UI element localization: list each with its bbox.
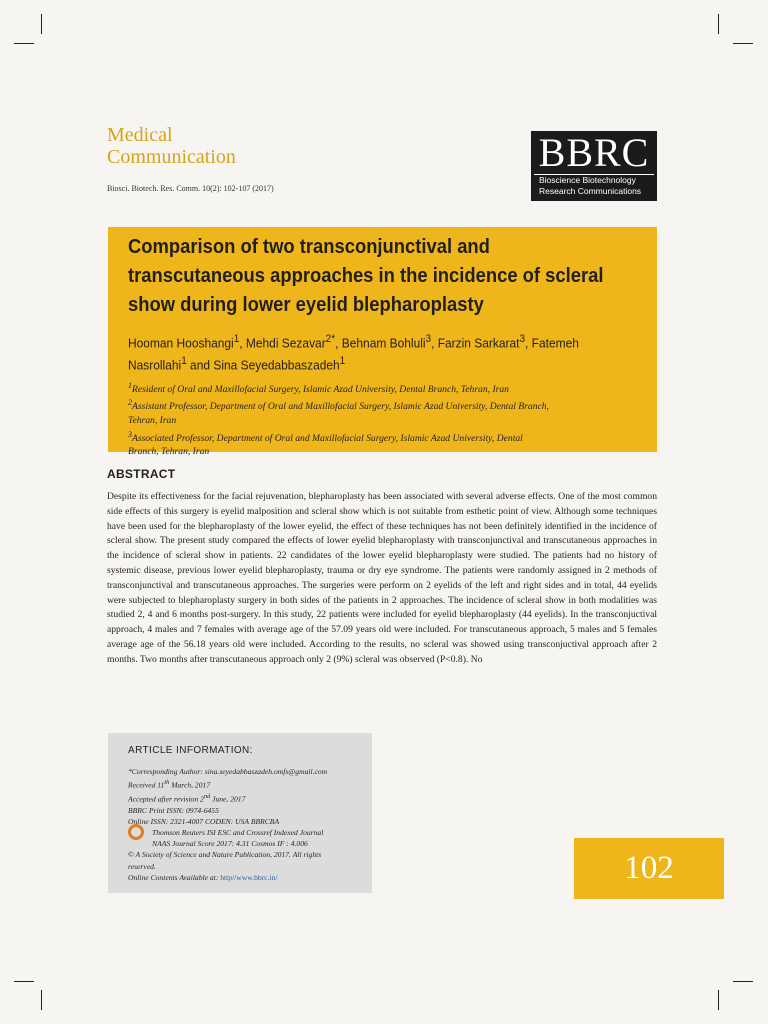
author-sup: 1 — [339, 355, 346, 368]
article-title — [128, 233, 643, 320]
crossref-ring-icon — [128, 824, 144, 840]
crop-mark — [733, 981, 753, 982]
section-label-line2: Communication — [107, 146, 236, 168]
author-sup: 1 — [181, 355, 187, 368]
affiliation-3 — [128, 428, 645, 459]
author-name: Nasrollahi — [128, 357, 182, 373]
author-name: and Sina Seyedabbaszadeh — [186, 357, 340, 373]
author-name: , Mehdi Sezavar — [239, 335, 326, 351]
indexed-statement: Thomson Reuters ISI ESC and Crossref Indexed Journal — [152, 828, 324, 838]
logo-acronym: BBRC — [538, 130, 650, 175]
title-line3: show during lower eyelid blepharoplasty — [128, 294, 484, 316]
crop-mark — [14, 981, 34, 982]
article-information-box — [108, 733, 372, 893]
affiliation-2 — [128, 396, 645, 427]
affiliation-text: Resident of Oral and Maxillofacial Surgery, Islamic Azad University, Dental Branch, Tehran, Iran — [132, 383, 509, 395]
journal-url-link[interactable]: http//www.bbrc.in/ — [220, 872, 278, 882]
author-name: , Farzin Sarkarat — [431, 335, 520, 351]
online-contents — [128, 872, 362, 883]
copyright-line1: © A Society of Science and Nature Publication, 2017. All rights — [128, 850, 322, 860]
received-sup: th — [164, 779, 170, 787]
bbrc-logo — [531, 131, 657, 201]
author-sup: 1 — [233, 333, 240, 345]
author-list — [128, 330, 643, 375]
author-sup: 3 — [519, 333, 526, 345]
online-contents-label: Online Contents Available at: — [128, 872, 221, 882]
affiliation-sup: 1 — [128, 380, 132, 390]
received-date — [128, 777, 362, 791]
print-issn: BBRC Print ISSN: 0974-6455 — [128, 805, 219, 815]
affiliation-1 — [128, 379, 645, 397]
crop-mark — [733, 43, 753, 44]
accepted-date — [128, 791, 362, 805]
author-name: , Fatemeh — [525, 335, 579, 351]
page-number: 102 — [574, 838, 724, 899]
affiliation-text: Assistant Professor, Department of Oral and Maxillofacial Surgery, Islamic Azad University, Dental Branch, — [132, 401, 549, 413]
affiliation-text: Branch, Tehran, Iran — [128, 446, 210, 458]
crop-mark — [718, 14, 719, 34]
author-name: , Behnam Bohluli — [335, 335, 426, 351]
accepted-text: June, 2017 — [210, 794, 246, 804]
copyright-line2: reserved. — [128, 861, 156, 871]
affiliation-sup: 3 — [128, 429, 132, 439]
logo-line2: Research Communications — [539, 186, 642, 196]
affiliation-sup: 2 — [128, 398, 132, 408]
author-sup: 3 — [425, 333, 432, 345]
online-issn: Online ISSN: 2321-4007 CODEN: USA BBRCBA — [128, 816, 280, 826]
affiliations — [128, 379, 645, 459]
abstract-text: Despite its effectiveness for the facial rejuvenation, blepharoplasty has been associated with several adverse effects. One of the most common side effects of this surgery is eyelid malposition and scleral show which is not suitable from esthetic point of view. Although some techniques have been used for the blepharoplasty of the lower eyelid, the effect of these techniques has not been definitely identified in the incidence of scleral show. The present study compared the effects of lower eyelid blepharoplasty with transconjunctival and transcutaneous approaches in the incidence of scleral show in patients. 22 candidates of the lower eyelid blepharoplasty were studied. The patients had no history of systemic disease, previous lower eyelid blepharoplasty, trauma or dry eye syndrome. The patients were randomly assigned in 2 methods of transconjunctival and transcutaneous approaches. The surgeries were perform on 2 eyelids of the left and right sides and in total, 44 eyelids were subjected to blepharoplasty surgery in both sides of the patients in 2 approaches. The incidence of scleral show in both modalities was studied 2, 4 and 6 months post-surgery. In this study, 22 patients were included for eyelid blepharoplasty (44 eyelids). In the transconjuctival approach, 4 males and 7 females with average age of the 57.09 years old were included. For transcutaneous approach, 5 males and 5 females average age of the 56.18 years old were included. According to the results, no scleral was showed using transconjuctival approach after 2 months. Two months after transcutaneous approach only 2 (9%) scleral was observed (P<0.8). No — [107, 491, 657, 665]
affiliation-text: Associated Professor, Department of Oral and Maxillofacial Surgery, Islamic Azad University, Dental — [132, 432, 523, 444]
logo-line1: Bioscience Biotechnology — [539, 175, 636, 185]
naas-score: NAAS Journal Score 2017: 4.31 Cosmos IF : 4.006 — [152, 839, 308, 849]
section-label-line1: Medical — [107, 124, 173, 146]
received-text: Received 11 — [128, 780, 165, 790]
crop-mark — [718, 990, 719, 1010]
abstract-heading: ABSTRACT — [107, 467, 176, 481]
accepted-text: Accepted after revision 2 — [128, 794, 204, 804]
received-text: March, 2017 — [169, 780, 211, 790]
affiliation-text: Tehran, Iran — [128, 415, 177, 427]
article-information-heading: ARTICLE INFORMATION: — [128, 745, 253, 756]
crop-mark — [41, 990, 42, 1010]
title-block — [108, 227, 657, 458]
section-label — [107, 124, 236, 168]
logo-subtitle — [534, 174, 654, 197]
crop-mark — [14, 43, 34, 44]
journal-citation: Biosci. Biotech. Res. Comm. 10(2): 102-107 (2017) — [107, 184, 274, 193]
accepted-sup: nd — [203, 792, 211, 800]
crop-mark — [41, 14, 42, 34]
title-line1: Comparison of two transconjunctival and — [128, 236, 490, 258]
author-sup: 2* — [325, 333, 336, 345]
title-line2: transcutaneous approaches in the incidence of scleral — [128, 265, 604, 287]
corresponding-author: *Corresponding Author: sina.seyedabbaszadeh.omfs@gmail.com — [128, 767, 328, 776]
author-name: Hooman Hooshangi — [128, 335, 234, 351]
